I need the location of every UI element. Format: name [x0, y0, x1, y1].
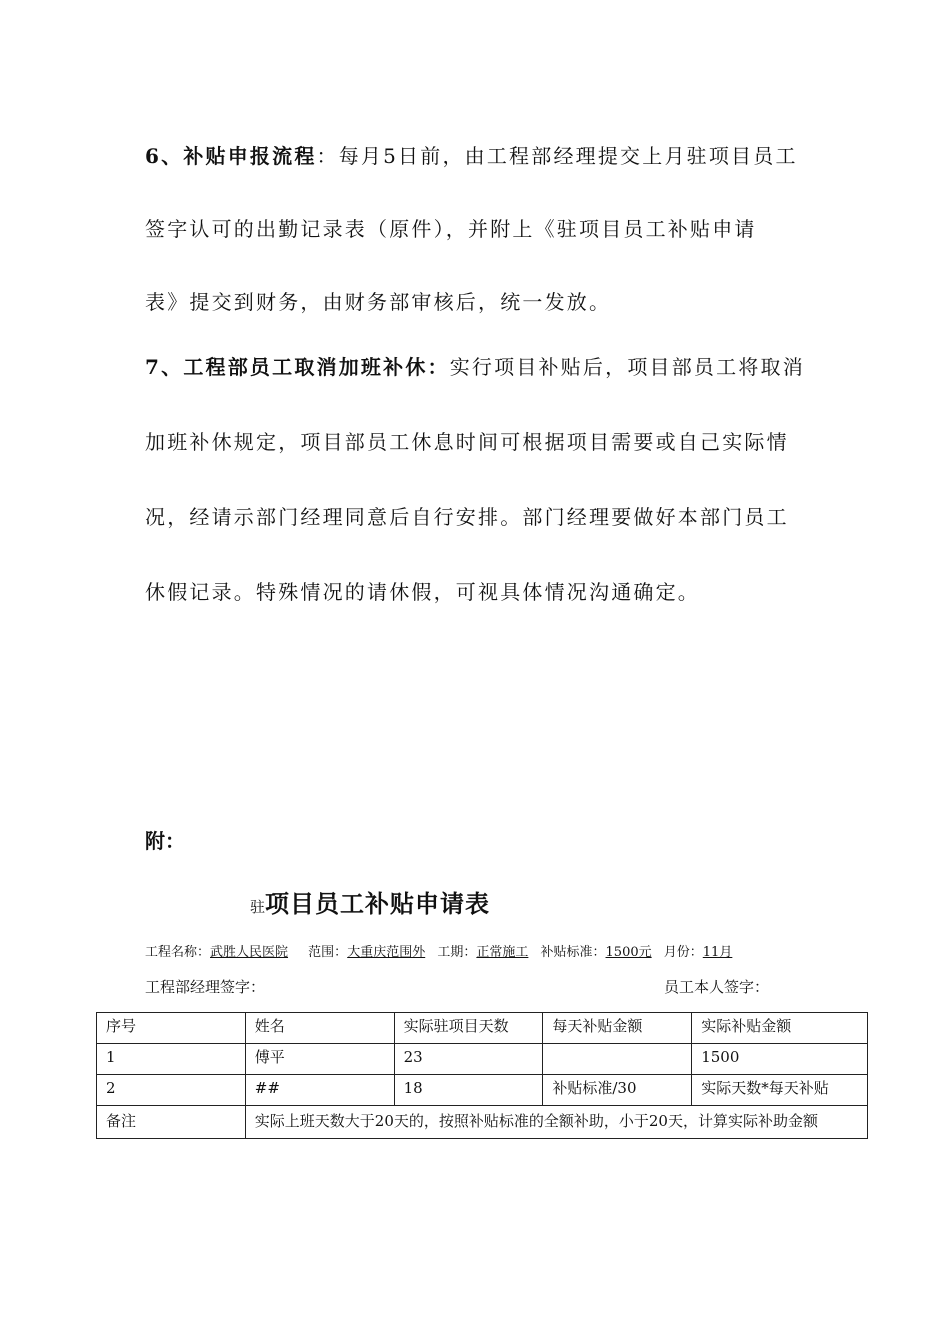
- table-cell: ##: [245, 1075, 394, 1106]
- section-7-line-2: 加班补休规定，项目部员工休息时间可根据项目需要或自己实际情: [145, 430, 789, 454]
- manager-signature-label: 工程部经理签字：: [145, 978, 266, 996]
- header-cell: 每天补贴金额: [543, 1013, 692, 1044]
- standard-label: 补贴标准：: [540, 945, 606, 960]
- section-7-heading: 7、工程部员工取消加班补休：: [145, 355, 450, 379]
- employee-signature-label: 员工本人签字：: [664, 978, 770, 996]
- section-6-line-2: 签字认可的出勤记录表（原件），并附上《驻项目员工补贴申请: [145, 217, 757, 241]
- header-cell: 姓名: [245, 1013, 394, 1044]
- form-meta: [145, 941, 732, 960]
- subsidy-table: [96, 1012, 868, 1139]
- form-title: [250, 884, 490, 919]
- project-value: 武胜人民医院: [210, 945, 289, 960]
- form-title-prefix: 驻: [250, 898, 266, 916]
- table-cell: 傅平: [245, 1044, 394, 1075]
- section-6: [145, 140, 810, 320]
- table-cell: 1500: [692, 1044, 868, 1075]
- table-row: [97, 1075, 868, 1106]
- table-cell: 2: [97, 1075, 246, 1106]
- table-cell: 1: [97, 1044, 246, 1075]
- table-row: [97, 1044, 868, 1075]
- scope-label: 范围：: [308, 945, 348, 960]
- table-cell: 实际天数*每天补贴: [692, 1075, 868, 1106]
- standard-value: 1500元: [605, 945, 652, 960]
- section-6-line-3: 表》提交到财务，由财务部审核后，统一发放。: [145, 290, 612, 314]
- project-label: 工程名称：: [145, 945, 211, 960]
- table-header-row: [97, 1013, 868, 1044]
- header-cell: 实际补贴金额: [692, 1013, 868, 1044]
- table-cell: 18: [394, 1075, 543, 1106]
- section-6-line-1: 6、补贴申报流程：每月5日前，由工程部经理提交上月驻项目员工: [145, 144, 798, 168]
- section-6-heading: 6、补贴申报流程: [145, 144, 317, 168]
- month-label: 月份：: [663, 945, 703, 960]
- period-label: 工期：: [437, 945, 477, 960]
- remark-text: 实际上班天数大于20天的，按照补贴标准的全额补助，小于20天，计算实际补助金额: [245, 1106, 867, 1139]
- scope-value: 大重庆范围外: [347, 945, 426, 960]
- table-cell: 23: [394, 1044, 543, 1075]
- header-cell: 序号: [97, 1013, 246, 1044]
- section-7-line-3: 况，经请示部门经理同意后自行安排。部门经理要做好本部门员工: [145, 505, 789, 529]
- month-value: 11月: [702, 945, 733, 960]
- form-title-main: 项目员工补贴申请表: [265, 889, 491, 918]
- section-7-line-1: 7、工程部员工取消加班补休：实行项目补贴后，项目部员工将取消: [145, 355, 805, 379]
- section-7-line-4: 休假记录。特殊情况的请休假，可视具体情况沟通确定。: [145, 580, 700, 604]
- table-cell: 补贴标准/30: [543, 1075, 692, 1106]
- appendix-label: 附：: [145, 829, 185, 853]
- table-remark-row: [97, 1106, 868, 1139]
- table-cell: [543, 1044, 692, 1075]
- remark-label: 备注: [97, 1106, 246, 1139]
- period-value: 正常施工: [476, 945, 529, 960]
- section-7: [145, 351, 810, 611]
- header-cell: 实际驻项目天数: [394, 1013, 543, 1044]
